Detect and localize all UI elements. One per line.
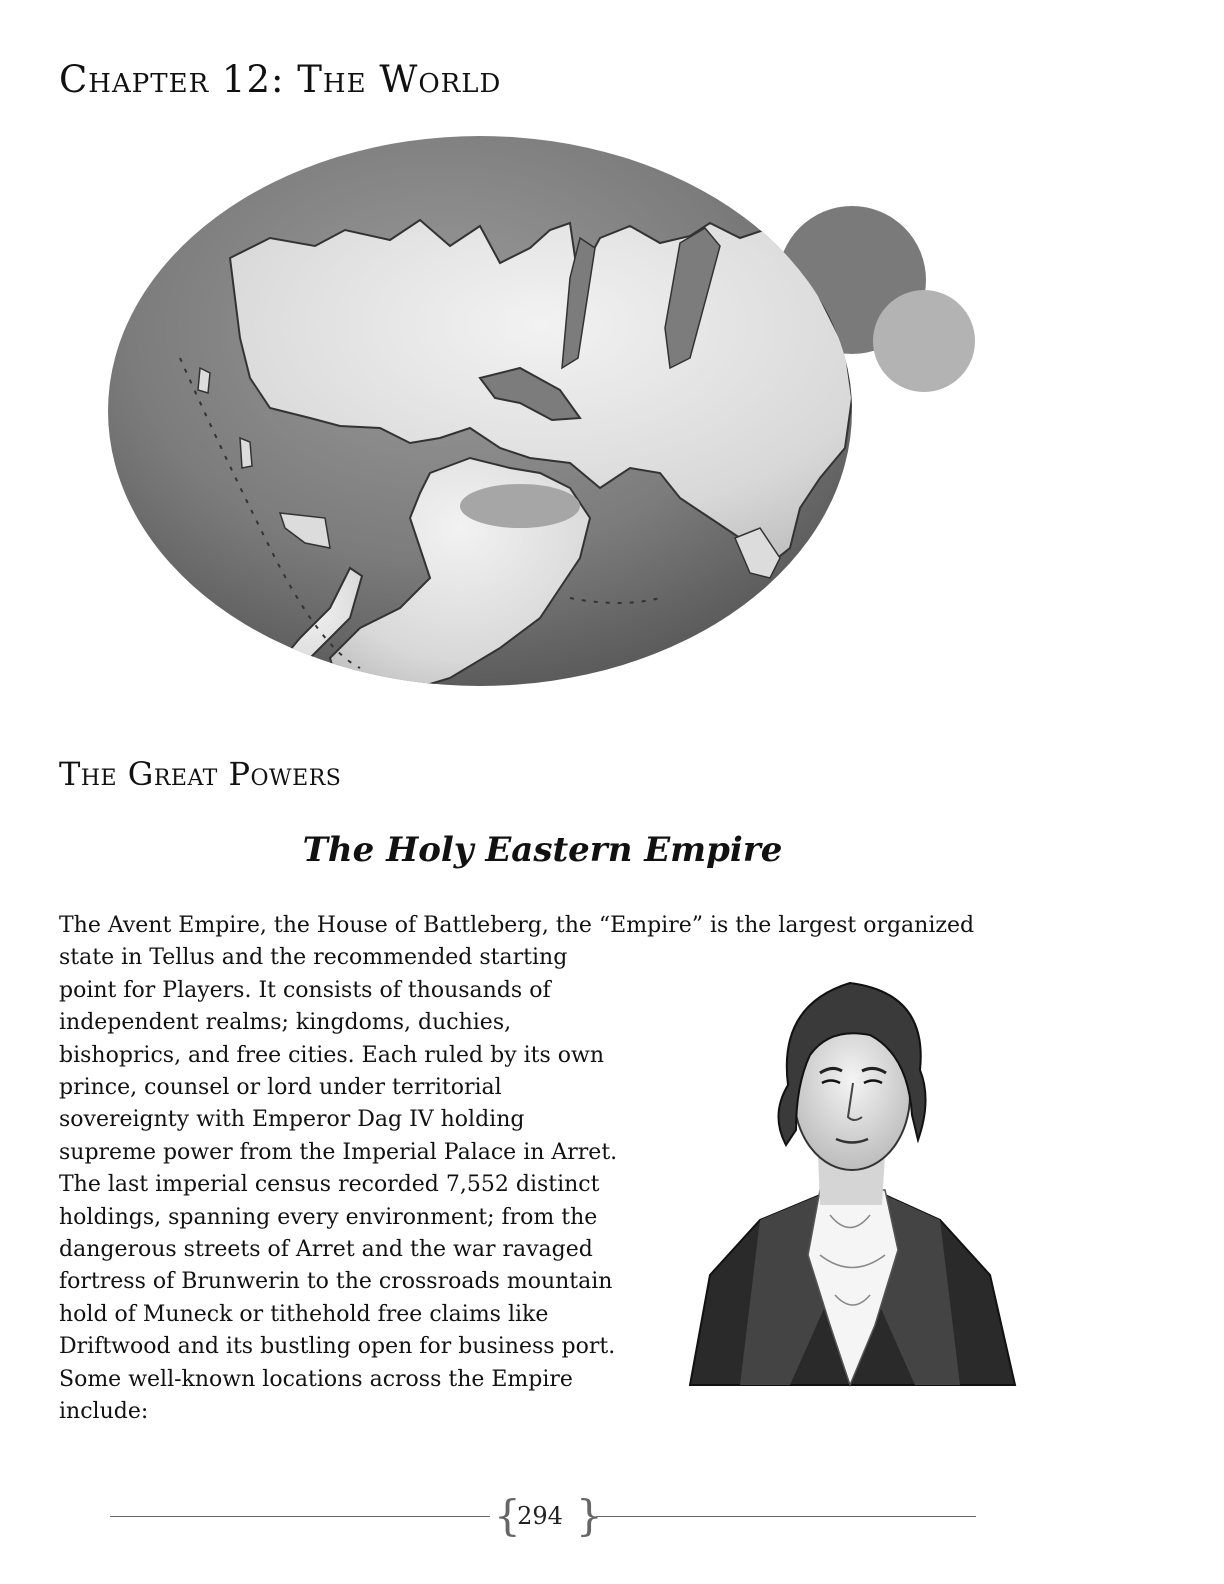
- world-map-image: [100, 128, 985, 693]
- paragraph-line: independent realms; kingdoms, duchies,: [59, 1010, 512, 1036]
- paragraph-line: include:: [59, 1399, 149, 1425]
- paragraph-line: Driftwood and its bustling open for business port.: [59, 1334, 616, 1360]
- western-island-2: [240, 438, 252, 468]
- footer-rule-right: [596, 1516, 976, 1517]
- section-title: The Great Powers: [59, 755, 342, 793]
- paragraph-line: state in Tellus and the recommended starting: [59, 945, 568, 971]
- empire-title: The Holy Eastern Empire: [302, 830, 783, 870]
- paragraph-line: supreme power from the Imperial Palace in Arret.: [59, 1139, 618, 1165]
- western-island-1: [198, 368, 210, 393]
- footer-rule-left: [110, 1516, 490, 1517]
- paragraph-line: prince, counsel or lord under territorial: [59, 1075, 502, 1101]
- paragraph-line: Some well-known locations across the Empire: [59, 1366, 573, 1392]
- southern-plateau: [460, 484, 580, 528]
- paragraph-line: fortress of Brunwerin to the crossroads mountain: [59, 1269, 613, 1295]
- page-number: 294: [517, 1502, 563, 1530]
- small-moon: [873, 290, 975, 392]
- chapter-title: Chapter 12: The World: [59, 58, 502, 101]
- paragraph-line: The Avent Empire, the House of Battleberg, the “Empire” is the largest organized: [59, 913, 975, 938]
- right-brace-icon: }: [576, 1491, 603, 1540]
- emperor-portrait-image: [670, 965, 1030, 1405]
- paragraph-line: sovereignty with Emperor Dag IV holding: [59, 1107, 525, 1133]
- paragraph-line: The last imperial census recorded 7,552 distinct: [59, 1172, 600, 1198]
- paragraph-line: dangerous streets of Arret and the war ravaged: [59, 1237, 593, 1263]
- left-brace-icon: {: [494, 1491, 521, 1540]
- paragraph-line: holdings, spanning every environment; from the: [59, 1204, 598, 1230]
- page-footer: [110, 1490, 980, 1550]
- paragraph-line: bishoprics, and free cities. Each ruled by its own: [59, 1042, 605, 1068]
- paragraph-line: hold of Muneck or tithehold free claims like: [59, 1301, 549, 1327]
- paragraph-line: point for Players. It consists of thousands of: [59, 977, 551, 1003]
